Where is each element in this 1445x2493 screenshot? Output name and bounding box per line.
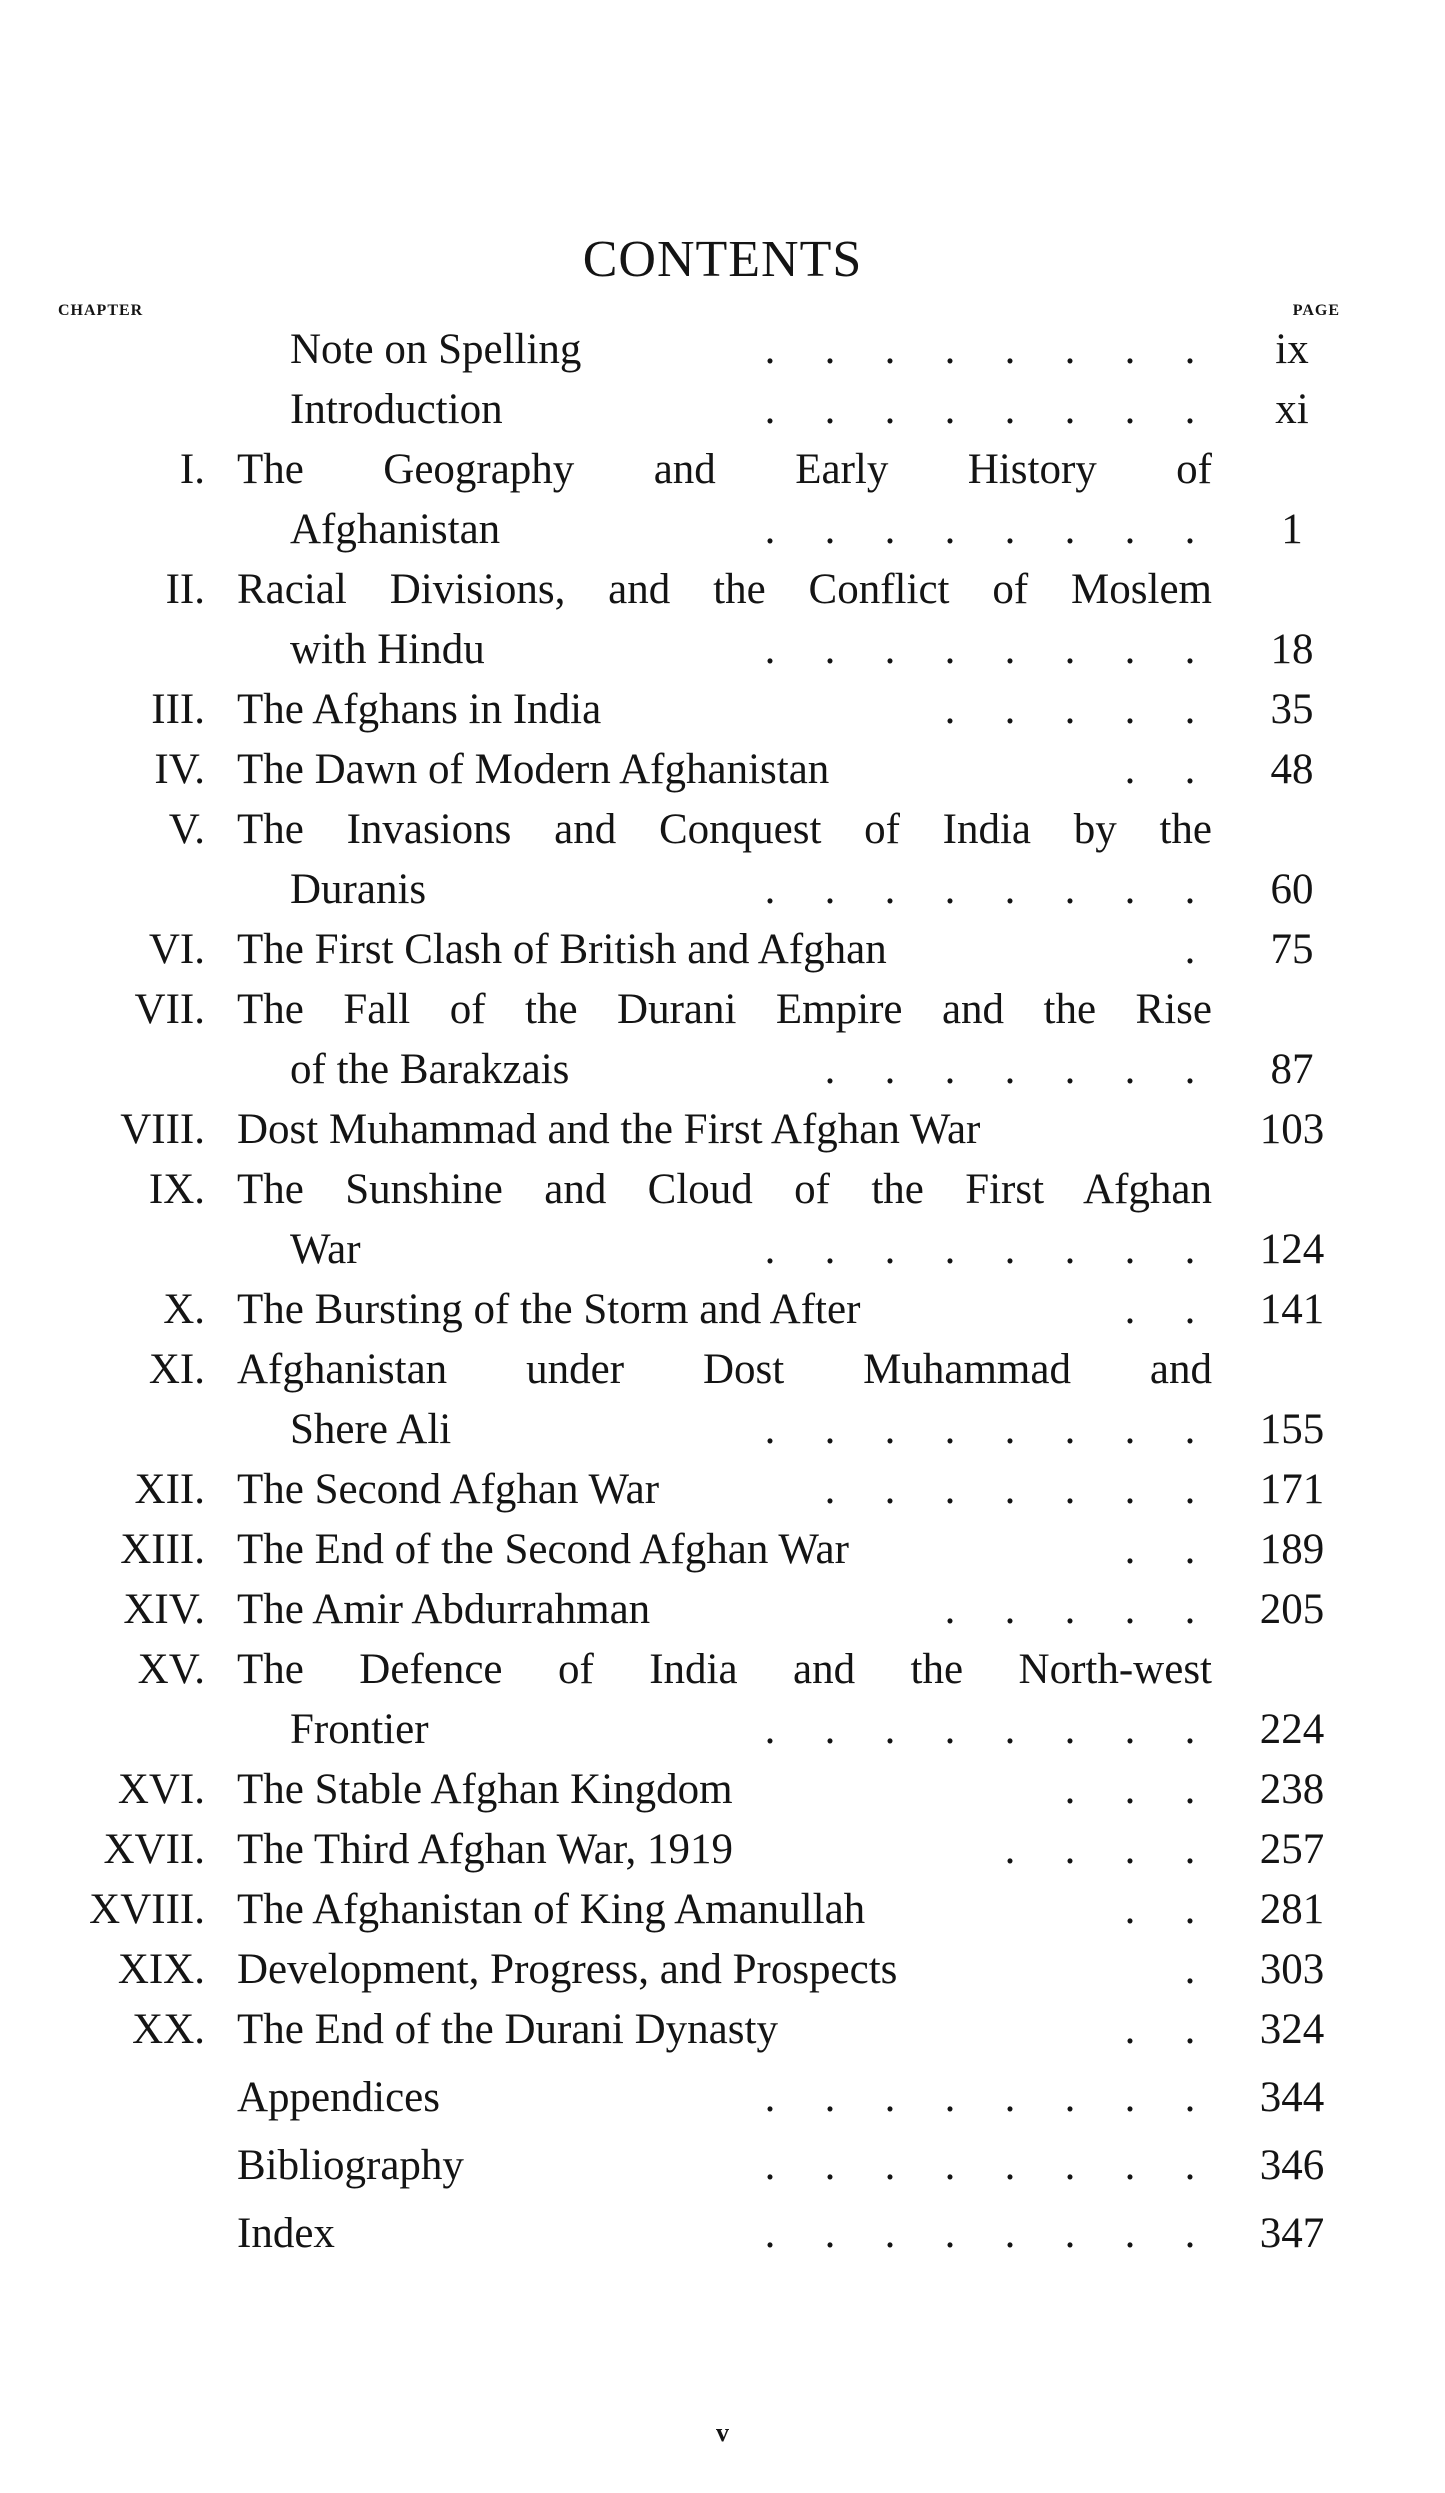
entry-page: ix — [1275, 326, 1309, 373]
chapter-number: III. — [151, 686, 205, 733]
toc-entry — [0, 560, 1445, 620]
entry-page: 155 — [1259, 1406, 1325, 1453]
toc-entry — [0, 1880, 1445, 1940]
dot-leader: . . . . . . . . — [764, 1706, 1196, 1753]
toc-entry — [0, 1940, 1445, 2000]
toc-entry — [0, 2204, 1445, 2264]
dot-leader: . . . . . . . . — [764, 626, 1196, 673]
toc-entry-continuation — [0, 860, 1445, 920]
dot-leader: . . — [1124, 1286, 1196, 1333]
dot-leader: . . — [1124, 746, 1196, 793]
dot-leader: . . . . . . . . — [764, 1226, 1196, 1273]
dot-leader: . . . . . . . . — [764, 2210, 1196, 2257]
entry-title: The End of the Second Afghan War — [237, 1526, 849, 1573]
chapter-number: XI. — [148, 1346, 205, 1393]
entry-page: 87 — [1270, 1046, 1314, 1093]
entry-page: 347 — [1259, 2210, 1325, 2257]
entry-title: The Afghans in India — [237, 686, 602, 733]
entry-title: Development, Progress, and Prospects — [237, 1946, 898, 1993]
chapter-number: IV. — [154, 746, 205, 793]
dot-leader: . — [1184, 926, 1196, 973]
entry-title: The First Clash of British and Afghan — [237, 926, 887, 973]
entry-page: 1 — [1281, 506, 1303, 553]
entry-page: 281 — [1259, 1886, 1325, 1933]
toc-entry — [0, 2000, 1445, 2060]
entry-title: The Invasions and Conquest of India by the — [237, 806, 1212, 853]
page-column-label: PAGE — [1292, 302, 1340, 319]
dot-leader: . . . . . — [944, 686, 1196, 733]
dot-leader: . . . . . . . . — [764, 326, 1196, 373]
entry-title-continuation: Afghanistan — [290, 506, 501, 553]
toc-entry — [0, 920, 1445, 980]
entry-title: Introduction — [290, 386, 503, 433]
toc-entry — [0, 1760, 1445, 1820]
chapter-number: I. — [179, 446, 205, 493]
dot-leader: . . . . . . . . — [764, 1406, 1196, 1453]
chapter-number: VII. — [134, 986, 205, 1033]
chapter-number: II. — [165, 566, 205, 613]
dot-leader: . . . . — [1004, 1826, 1196, 1873]
toc-entry-continuation — [0, 1220, 1445, 1280]
entry-title: The Defence of India and the North-west — [237, 1646, 1212, 1693]
toc-entry-continuation — [0, 1700, 1445, 1760]
toc-entry — [0, 680, 1445, 740]
entry-page: 257 — [1259, 1826, 1325, 1873]
chapter-number: XVIII. — [89, 1886, 205, 1933]
chapter-number: XIX. — [117, 1946, 205, 1993]
entry-title: Bibliography — [237, 2142, 464, 2189]
entry-page: 35 — [1270, 686, 1314, 733]
toc-entry — [0, 1100, 1445, 1160]
entry-title-continuation: Duranis — [290, 866, 427, 913]
chapter-number: VI. — [148, 926, 205, 973]
entry-page: 303 — [1259, 1946, 1325, 1993]
entry-page: 346 — [1259, 2142, 1325, 2189]
entry-title-continuation: Frontier — [290, 1706, 429, 1753]
page-folio: v — [716, 2418, 729, 2447]
chapter-number: XIII. — [120, 1526, 205, 1573]
entry-title: The End of the Durani Dynasty — [237, 2006, 778, 2053]
dot-leader: . . . . . . . — [824, 1466, 1196, 1513]
dot-leader: . . — [1124, 1886, 1196, 1933]
entry-title: The Bursting of the Storm and After — [237, 1286, 861, 1333]
toc-entry-continuation — [0, 1400, 1445, 1460]
entry-page: 224 — [1259, 1706, 1325, 1753]
chapter-number: XX. — [132, 2006, 205, 2053]
entry-page: 60 — [1270, 866, 1314, 913]
dot-leader: . . — [1124, 2006, 1196, 2053]
page-title: CONTENTS — [582, 231, 863, 288]
toc-entry — [0, 380, 1445, 440]
toc-entry — [0, 1340, 1445, 1400]
entry-title: The Stable Afghan Kingdom — [237, 1766, 733, 1813]
toc-entry — [0, 1520, 1445, 1580]
entry-page: 48 — [1270, 746, 1314, 793]
entry-page: 171 — [1259, 1466, 1325, 1513]
entry-title-continuation: Shere Ali — [290, 1406, 452, 1453]
contents-list — [0, 320, 1445, 2264]
chapter-number: VIII. — [120, 1106, 205, 1153]
toc-entry — [0, 800, 1445, 860]
entry-title: Note on Spelling — [290, 326, 582, 373]
toc-entry — [0, 740, 1445, 800]
entry-page: 18 — [1270, 626, 1314, 673]
toc-entry — [0, 1280, 1445, 1340]
toc-entry-continuation — [0, 1040, 1445, 1100]
entry-page: xi — [1275, 386, 1309, 433]
toc-entry — [0, 1160, 1445, 1220]
dot-leader: . — [1184, 1946, 1196, 1993]
entry-title: The Fall of the Durani Empire and the Rise — [237, 986, 1212, 1033]
dot-leader: . . . . . . . . — [764, 2074, 1196, 2121]
chapter-number: XIV. — [123, 1586, 205, 1633]
dot-leader: . . . . . . . — [824, 1046, 1196, 1093]
entry-title: Racial Divisions, and the Conflict of Moslem — [237, 566, 1212, 613]
entry-title: Appendices — [237, 2074, 440, 2121]
chapter-column-label: CHAPTER — [58, 302, 144, 319]
chapter-number: XII. — [134, 1466, 205, 1513]
dot-leader: . . — [1124, 1526, 1196, 1573]
chapter-number: V. — [168, 806, 205, 853]
chapter-number: XV. — [137, 1646, 205, 1693]
entry-title: The Dawn of Modern Afghanistan — [237, 746, 830, 793]
dot-leader: . . . . . . . . — [764, 866, 1196, 913]
chapter-number: XVII. — [103, 1826, 205, 1873]
entry-title: Afghanistan under Dost Muhammad and — [237, 1346, 1212, 1393]
toc-entry — [0, 1460, 1445, 1520]
chapter-number: X. — [163, 1286, 205, 1333]
dot-leader: . . . . . . . . — [764, 2142, 1196, 2189]
toc-entry-continuation — [0, 620, 1445, 680]
entry-page: 238 — [1259, 1766, 1325, 1813]
toc-entry-continuation — [0, 500, 1445, 560]
entry-title-continuation: of the Barakzais — [290, 1046, 570, 1093]
chapter-number: IX. — [148, 1166, 205, 1213]
entry-title: Index — [237, 2210, 335, 2257]
entry-page: 124 — [1259, 1226, 1325, 1273]
dot-leader: . . . . . — [944, 1586, 1196, 1633]
entry-title: The Third Afghan War, 1919 — [237, 1826, 733, 1873]
entry-page: 205 — [1259, 1586, 1325, 1633]
toc-entry — [0, 440, 1445, 500]
entry-page: 324 — [1259, 2006, 1325, 2053]
entry-page: 189 — [1259, 1526, 1325, 1573]
entry-page: 103 — [1259, 1106, 1325, 1153]
toc-entry — [0, 1640, 1445, 1700]
toc-entry — [0, 1580, 1445, 1640]
chapter-number: XVI. — [117, 1766, 205, 1813]
dot-leader: . . . . . . . . — [764, 386, 1196, 433]
entry-title: The Second Afghan War — [237, 1466, 660, 1513]
dot-leader: . . . . . . . . — [764, 506, 1196, 553]
toc-entry — [0, 2136, 1445, 2196]
entry-title-continuation: with Hindu — [290, 626, 485, 673]
entry-title-continuation: War — [290, 1226, 361, 1273]
entry-page: 75 — [1270, 926, 1314, 973]
entry-title: Dost Muhammad and the First Afghan War — [237, 1106, 981, 1153]
entry-title: The Sunshine and Cloud of the First Afghan — [237, 1166, 1212, 1213]
toc-entry — [0, 1820, 1445, 1880]
entry-title: The Amir Abdurrahman — [237, 1586, 651, 1633]
entry-title: The Afghanistan of King Amanullah — [237, 1886, 866, 1933]
entry-page: 141 — [1259, 1286, 1325, 1333]
toc-entry — [0, 320, 1445, 380]
toc-entry — [0, 980, 1445, 1040]
toc-entry — [0, 2068, 1445, 2128]
dot-leader: . . . — [1064, 1766, 1196, 1813]
entry-title: The Geography and Early History of — [237, 446, 1212, 493]
entry-page: 344 — [1259, 2074, 1325, 2121]
